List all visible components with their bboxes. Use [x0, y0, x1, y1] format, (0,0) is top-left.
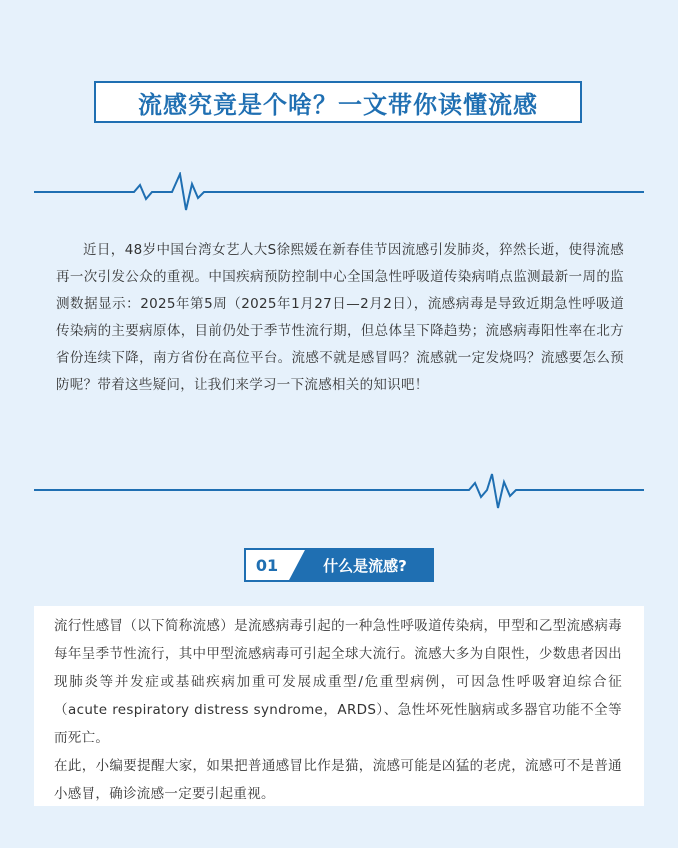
section-number: 01 — [255, 555, 279, 575]
section-content-box — [34, 606, 644, 806]
section-paragraph-definition: 流行性感冒（以下简称流感）是流感病毒引起的一种急性呼吸道传染病，甲型和乙型流感病毒每年呈季节性流行，其中甲型流感病毒可引起全球大流行。流感大多为自限性，少数患者因出现肺炎等并发症或基础疾病加重可发展成重型/危重型病例，可因急性呼吸窘迫综合征（acute respiratory distress syndrome，ARDS）、急性坏死性脑病或多器官功能不全等而死亡。 — [54, 618, 622, 746]
article-title: 流感究竟是个啥？一文带你读懂流感 — [138, 90, 538, 119]
article-title-box — [94, 81, 582, 123]
section-title: 什么是流感? — [323, 556, 407, 575]
intro-paragraph: 近日，48岁中国台湾女艺人大S徐熙媛在新春佳节因流感引发肺炎，猝然长逝，使得流感再一次引发公众的重视。中国疾病预防控制中心全国急性呼吸道传染病哨点监测最新一周的监测数据显示：2025年第5周（2025年1月27日—2月2日），流感病毒是导致近期急性呼吸道传染病的主要病原体，目前仍处于季节性流行期，但总体呈下降趋势；流感病毒阳性率在北方省份连续下降，南方省份在高位平台。流感不就是感冒吗？流感就一定发烧吗？流感要怎么预防呢？带着这些疑问，让我们来学习一下流感相关的知识吧！ — [56, 242, 624, 393]
section-paragraph-reminder: 在此，小编要提醒大家，如果把普通感冒比作是猫，流感可能是凶猛的老虎，流感可不是普通小感冒，确诊流感一定要引起重视。 — [54, 758, 622, 802]
heartbeat-divider-top — [34, 172, 644, 212]
heartbeat-divider-bottom — [34, 470, 644, 510]
section-header-01 — [244, 548, 434, 582]
